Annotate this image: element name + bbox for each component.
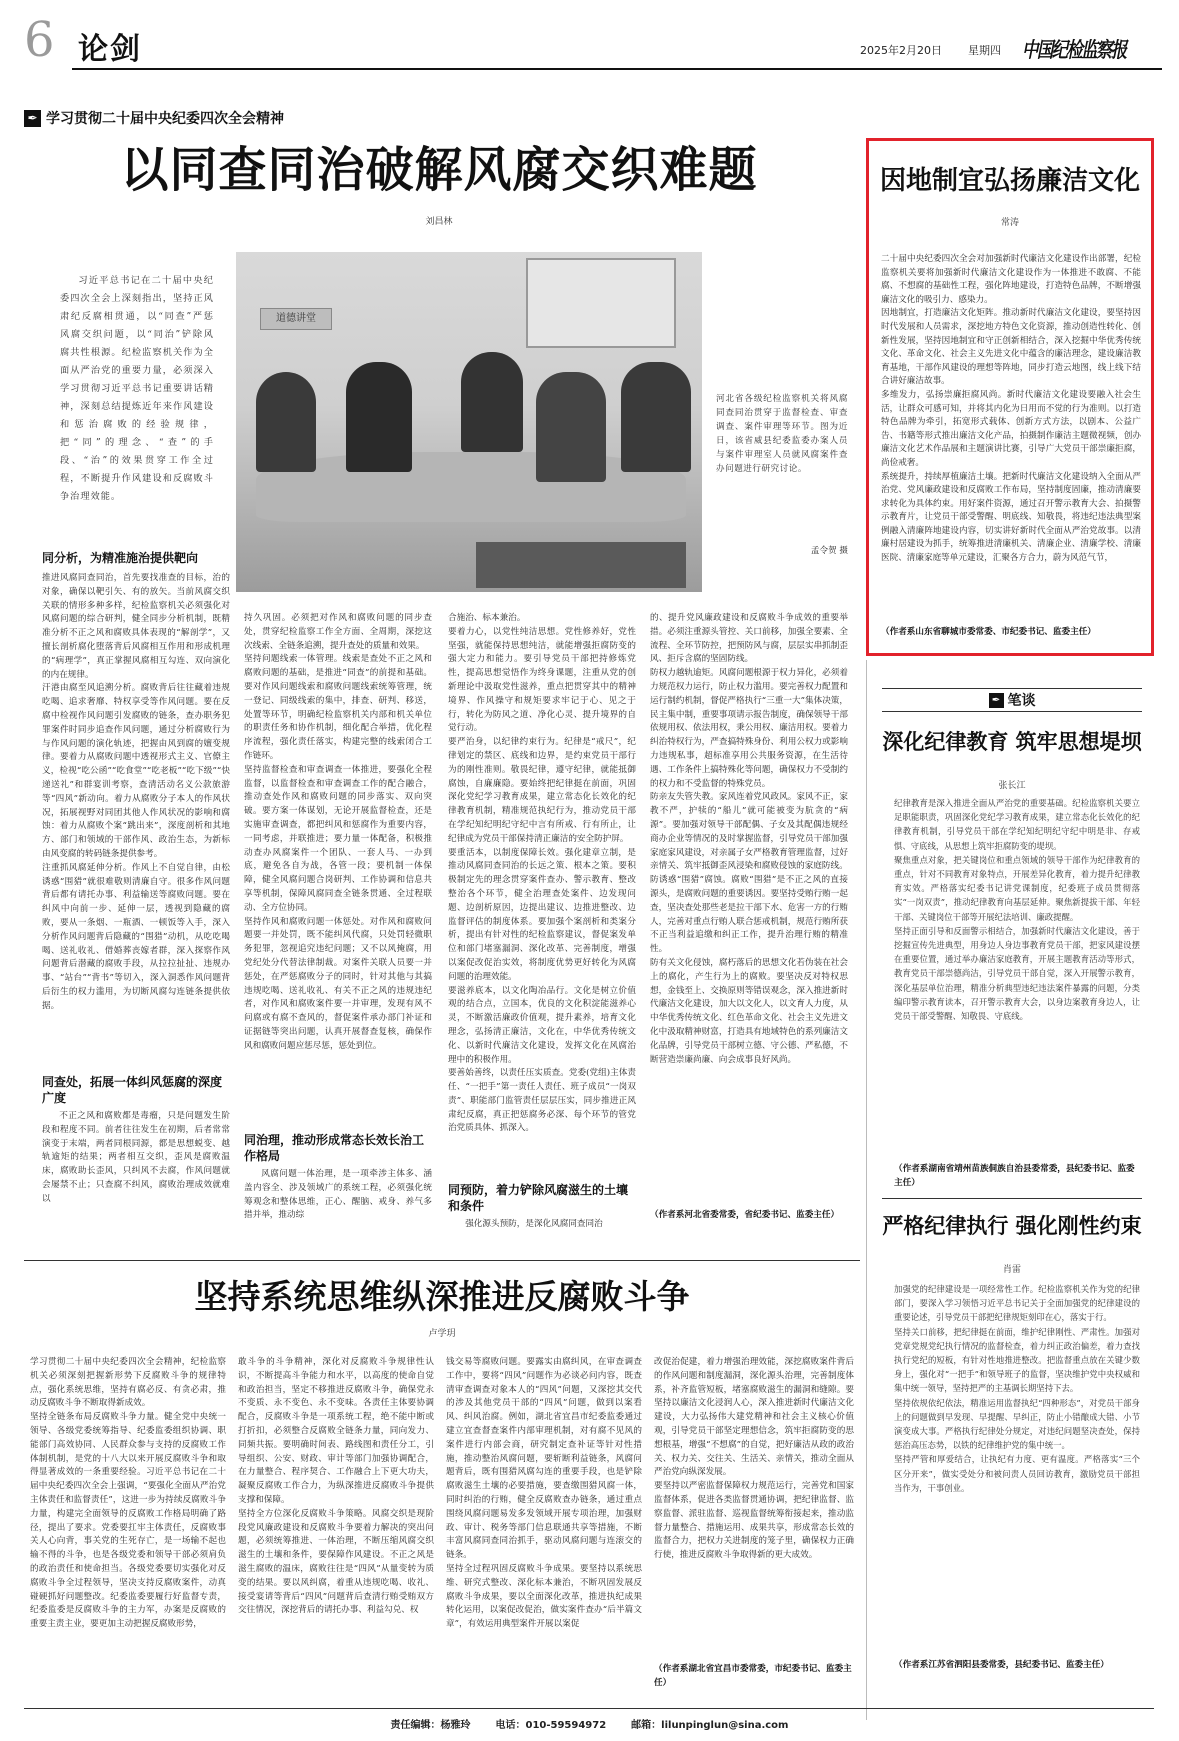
footer-rule	[24, 1708, 1154, 1709]
photo-caption: 河北省各级纪检监察机关将风腐同查同治贯穿于监督检查、审查调查、案件审理等环节。图为近日，该省威县纪委监委办案人员与案件审理室人员就风腐案件查办问题进行研究讨论。	[716, 394, 848, 474]
article3-signature: （作者系江苏省泗阳县委常委，县纪委书记、监委主任）	[894, 1660, 1109, 1670]
bottom-rule	[24, 1260, 860, 1261]
divider	[882, 1198, 1142, 1199]
section-heading: 同预防，着力铲除风腐滋生的土壤和条件	[448, 1183, 629, 1213]
masthead-weekday: 星期四	[968, 44, 1001, 57]
photo-credit: 孟令贺 摄	[810, 546, 848, 556]
bottom-column-4	[654, 1356, 854, 1696]
article2-body: 纪律教育是深入推进全面从严治党的重要基础。纪检监察机关要立足职能职责，巩固深化党纪学习教育成果，建立常态化长效化的纪律教育机制，引导党员干部在学纪知纪明纪守纪中明是非、存戒惧、守底线，从思想上筑牢拒腐防变的堤坝。 聚焦重点对象，把关键岗位和重点领域的领导干部作为纪律教育的重点，针对不同教育对象特点，开展差异化教育，着力提升纪律教育实效。严格落实纪委书记讲党课制度，纪委班子成员贯彻落实“一岗双责”，推动纪律教育向基层延伸。聚焦新提拔干部、年轻干部、关键岗位干部等开展纪法培训、廉政提醒。 坚持正面引导和反面警示相结合，加强新时代廉洁文化建设，善于挖掘宣传先进典型，用身边人身边事教育党员干部，把家风建设摆在重要位置，通过举办廉洁家庭教育，开展主题教育活动等形式，教育党员干部崇德尚洁，引导党员干部自觉，深入开展警示教育，深化基层单位治理，精准分析典型违纪违法案件暴露的问题，分类编印警示教育读本，召开警示教育大会，以身边案教育身边人，让党员干部受警醒、知敬畏、守底线。	[894, 798, 1140, 1022]
page-number: 6	[24, 12, 55, 68]
bottom-column-3: 钱交易等腐败问题。要露实由腐纠风，在审查调查工作中，要将“四风”问题作为必谈必问内容，既查清审查调查对象本人的“四风”问题，又深挖其交代的涉及其他党员干部的“四风”问题，做到以案看风、纠风治腐。例如，湖北省宜昌市纪委监委通过建立宜查督查案件内部审理机制，对有腐不见风的案件进行内部会商，研究制定查补证等针对性措施，推动整治风腐问题，要斩断利益链条，风腐问题背后，既有围猎风腐勾连的重要手段，也是铲除腐败滋生土壤的必要措施，要查缴围猎风腐一体，同时纠治的行贿，健全反腐败查办链条，通过重点围绕风腐问题易发多发领域开展专项治理，加强财政、审计、税务等部门信息联通共享等措施，不断丰富风腐同查同治抓手，驱动风腐问题与连滚交的链条。 坚持全过程巩固反腐败斗争成果。要坚持以系统思维、研究式整改、深化标本兼治，不断巩固发展反腐败斗争成果，要以全面深化改革，推进执纪成果转化运用，以案促改促治，做实案件查办“后半篇文章”，有效运用典型案件开展以案促	[446, 1357, 642, 1630]
column-divider	[866, 660, 867, 1720]
lead-column-2	[244, 612, 432, 1254]
bottom-signature: （作者系湖北省宜昌市委常委，市纪委书记、监委主任）	[654, 1664, 852, 1688]
photo-person	[621, 362, 691, 472]
article2-author: 张长江	[998, 781, 1026, 791]
masthead	[0, 0, 1179, 78]
masthead-date: 2025年2月20日	[860, 44, 942, 57]
lead-col2-text: 持久巩固。必须把对作风和腐败问题的同步查处，贯穿纪检监察工作全方面、全周期，深挖这次线索、全链条追溯，提升查处的质量和效果。 坚持问题线索一体管理。线索是查处不正之风和腐败问题的基础，是推进“同查”的前提和基础。要对作风问题线索和腐败问题线索统筹管理，统一登记、同级线索的集中，排查、研判、移送，处置等环节，明确纪检监察机关内部和机关单位的职责任务和协作机制，细化配合举措，优化程序流程，强化责任落实，构建完整的线索闭合工作链环。 坚持监督检查和审查调查一体推进，要强化全程监督，以监督检查和审查调查工作的配合融合，推动查处作风和腐败问题的同步落实、双向突破。要方案一体谋划，无论开展监督检查，还是实施审查调查，都把纠风和惩腐作为重要内容，一同考虑，并联推进；要力量一体配备，积极推动查办风腐案件一个团队、一套人马、一办到底，避免各自为战，各管一段；要机制一体保障，健全风腐问题合岗研判、工作协调和信息共享等机制，保障风腐同查全链条贯通、全过程联动、全方位协同。 坚持作风和腐败问题一体惩处。对作风和腐败问题要一并处罚，既不能纠风代腐，只处罚轻微职务犯罪，忽视追究违纪问题；又不以风掩腐，用党纪处分代替法律制裁。对案件关联人员要一并惩处，在严惩腐败分子的同时，针对其他与其搞违规吃喝、送礼收礼、有关不正之风的违规违纪者，对作风和腐败案件要一并审理，发现有风不问腐或有腐不查风的，督促案件承办部门补证和证据链等突出问题，认真开展督查复核，确保作风和腐败问题应惩尽惩，惩处到位。	[244, 613, 432, 1051]
lead-column-4	[650, 612, 848, 1254]
featured-author: 常涛	[1000, 218, 1019, 228]
footer-email: 邮箱：lilunpinglun@sina.com	[631, 1720, 789, 1731]
bitan-band: ✒ 笔谈	[882, 688, 1142, 712]
lead-col3-text: 合施治、标本兼治。 要着力心，以党性纯洁思想。党性修养好，党性坚强，就能保持思想纯洁，就能增强拒腐防变的强大定力和能力。要引导党员干部把持修炼党性，提高思想觉悟作为终身课题，注重从党的创新理论中汲取党性滋养，重点把贯穿其中的精神境界、作风操守和规矩要求牢记于心、见之于行，转化为防风之道、净化心灵、提升境界的自觉行动。 要严治身，以纪律约束行为。纪律是“戒尺”，纪律划定的禁区、底线和边界，是约束党员干部行为的刚性准则。敬畏纪律，遵守纪律，就能抵御腐蚀，自廉廉隐。要始终把纪律挺在前面，巩固深化党纪学习教育成果，建立常态化长效化的纪律教育机制，精准规范执纪行为，推动党员干部在学纪知纪明纪守纪中言有所戒、行有所止，让纪律成为党员干部保持清正廉洁的安全防护屏。 要重活本，以制度保障长效。强化建章立制，是推动风腐同查同治的长远之策、根本之策。要积极制定先的理念贯穿案件查办、警示教育、整改整治各个环节，健全治理查处案件、边发现问题、边剖析原因，边提出建议、边推进整改、边监督评估的制度体系。要加强个案剖析和类案分析，提出有针对性的纪检监察建议，督促案发单位和部门堵塞漏洞、深化改革、完善制度，增强以案促改促治实效，将制度优势更好转化为风腐问题的治理效能。 要滋养底本，以文化陶冶品行。文化是树立价值观的结合点，立国本，优良的文化积淀能滋养心灵，不断激活廉政价值观，提升素养，培育文化理念，弘扬清正廉洁，文化在，中华优秀传统文化、以新时代廉洁文化建设，发挥文化在风腐治理中的积极作用。 要善始善终，以责任压实质查。党委(党组)主体责任、“一把手”第一责任人责任、班子成员“一岗双责”、职能部门监管责任层层压实，同步推进正风肃纪反腐，真正把惩腐务必深、每个环节的管党治党质具体、抓深入。	[448, 613, 636, 1134]
article2-title: 深化纪律教育 筑牢思想堤坝	[882, 730, 1142, 754]
photo-person	[256, 372, 316, 472]
lead-col2b-text: 风腐问题一体治理，是一项牵涉主体多、涵盖内容全、涉及领域广的系统工程，必须强化统筹观念和整体思维，正心、醒脑、戒身、养气多措并举，推动综	[244, 1169, 432, 1221]
photo-wall-sign: 道德讲堂	[260, 308, 332, 330]
lead-col3b-text: 强化源头预防，是深化风腐同查同治	[465, 1219, 603, 1229]
lead-title: 以同查同治破解风腐交织难题	[120, 142, 758, 198]
lead-col1-text: 推进风腐同查同治，首先要找准查的目标，治的对象，确保以靶引矢、有的放矢。当前风腐交织关联的情形多种多样，纪检监察机关必须强化对风腐问题的综合研判，健全同步分析机制，既精准分析不正之风和腐败具体表现的“解剖学”，又擅长剖析腐化堕落背后风腐相互作用和形成机理的“病理学”，真正掌握风腐相互勾连、双向演化的内在规律。 汗港由腐至风追溯分析。腐败背后往往藏着违规吃喝、追求奢靡、特权享受等作风问题。要在反腐中检视作风问题引发腐败的链条，查办职务犯罪案件时同步追查作风问题，通过分析腐败行为与作风问题的演化轨迹，把握由风到腐的嬗变规律。要着力从腐败问题中透视形式主义、官僚主义，检视“吃公函”“吃食堂”“吃老板”“吃下级”“快递送礼”和群宴训考察，查清活动名义公款旅游等“四风”新动向。着力从腐败分子本人的作风状况，拓展视野对同团其他人作风状况的影响和腐蚀：着力从腐败个案“跳出来”，深度剖析和其地方、部门和领域的干部作风、政治生态，为新标由风变腐的转码链条提供参考。 注重抓风腐延伸分析。作风上不自觉自律，由松诱惑“围猎”就很难敬则清廉自守。很多作风问题背后都有请托办事、利益输送等腐败问题。要在纠风中向前一步、延伸一层，透视到隐藏的腐败，要从一条烟、一瓶酒、一顿饭等入手，深入分析作风问题背后隐藏的“围猎”动机，从吃吃喝喝、送礼收礼、借婚葬丧嫁者群，深入探察作风问题背后潜藏的腐败手段，从拉拉扯扯、违规办事、“站台”“背书”等切入，深入洞悉作风问题背后衍生的权力滥用，为切断风腐勾连链条提供依据。	[42, 573, 230, 1011]
pen-icon: ✒	[24, 110, 41, 127]
paper-logo: 中国纪检监察报	[1022, 37, 1126, 62]
pen-icon: ✒	[989, 693, 1004, 708]
photo-person	[536, 372, 606, 482]
bottom-author: 卢学玥	[428, 1329, 456, 1339]
lead-signature: （作者系河北省委常委，省纪委书记、监委主任）	[650, 1210, 840, 1220]
featured-title: 因地制宜弘扬廉洁文化	[879, 166, 1140, 196]
section-name: 论剑	[78, 32, 142, 67]
lead-photo	[236, 252, 702, 592]
bottom-column-1: 学习贯彻二十届中央纪委四次全会精神，纪检监察机关必须深刻把握新形势下反腐败斗争的规律特点，强化系统思维，坚持有腐必反、有贪必肃，推动反腐败斗争不断取得新成效。 坚持全链条布局反腐败斗争力量。健全党中央统一领导、各级党委统筹指导、纪委监委组织协调、职能部门高效协同、人民群众参与支持的反腐败工作体制机制，是党的十八大以来开展反腐败斗争和取得显著成效的一条重要经验。习近平总书记在二十届中央纪委四次全会上强调，“要强化全面从严治党主体责任和监督责任”，这进一步为持续反腐败斗争力量，构建完全面领导的反腐败工作格局明确了路径，提出了要求。党委要扛牢主体责任，反腐败事关人心向背，事关党的生死存亡，是一场输不起也输不得的斗争，也是各级党委和领导干部必须肩负的政治责任和使命担当。各级党委要切实强化对反腐败斗争全过程领导，坚决支持反腐败案件，动真碰硬抓好问题整改。纪委监委要履行好监督专责，纪委监委是反腐败斗争的主力军，办案是反腐败的重要主责主业，要更加主动把握反腐败形势，	[30, 1357, 226, 1630]
lead-column-3	[448, 612, 636, 1254]
bottom-column-2: 敢斗争的斗争精神，深化对反腐败斗争规律性认识，不断提高斗争能力和水平，以高度的使命自觉和政治担当，坚定不移推进反腐败斗争，确保党永不变质、永不变色、永不变味。各责任主体要协调配合，反腐败斗争是一项系统工程，绝不能中断或打折扣，必须整合反腐败全链条力量，同向发力、同频共振。要明确时间表、路线图和责任分工，引导组织、公安、财政、审计等部门加强协调配合，在力量整合、程序契合、工作融合上下更大功夫，凝聚反腐败工作合力，为纵深推进反腐败斗争提供支撑和保障。 坚持全方位深化反腐败斗争策略。风腐交织是现阶段党风廉政建设和反腐败斗争要着力解决的突出问题，必须统筹推进、一体治理，不断压缩风腐交织滋生的土壤和条件，要保障作风建设。不正之风是滋生腐败的温床，腐败往往是“四风”从量变转为质变的结果。要以风纠腐，着重从违规吃喝、收礼、接受宴请等背后“四风”问题背后查清行贿受贿双方交往情况，深挖背后的请托办事、利益勾兑、权	[238, 1357, 434, 1616]
footer-editor: 责任编辑：杨雅玲	[390, 1720, 471, 1731]
lead-intro: 习近平总书记在二十届中央纪委四次全会上深刻指出，坚持正风肃纪反腐相贯通，以“同查”严惩风腐交织问题，以“同治”铲除风腐共性根源。纪检监察机关作为全面从严治党的重要力量，必须深入学习贯彻习近平总书记重要讲话精神，深刻总结提炼近年来作风建设和惩治腐败的经验规律，把“同”的理念、“查”的手段、“治”的效果贯穿工作全过程，不断提升作风建设和反腐败斗争治理效能。	[60, 275, 214, 502]
bottom-col4-text: 改促治促建，着力增强治理效能，深挖腐败案件背后的作风问题和制度漏洞，深化源头治理，完善制度体系，补齐监管短板，堵塞腐败滋生的漏洞和缝隙。要坚持以廉洁文化浸润人心，深入推进新时代廉洁文化建设，大力弘扬伟大建党精神和社会主义核心价值观，引导党员干部坚定理想信念，筑牢拒腐防变的思想根基，增强“不想腐”的自觉，把好廉洁从政的政治关、权力关、交往关、生活关、亲情关，推动全面从严治党向纵深发展。 要坚持以严密监督保障权力规范运行，完善党和国家监督体系，促进各类监督贯通协调，把纪律监督、监察监督、派驻监督、巡视监督统筹衔接起来，推动监督力量整合、措施运用、成果共享，形成常态长效的监督合力，把权力关进制度的笼子里，确保权力正确行使，推进反腐败斗争取得新的更大成效。	[654, 1357, 854, 1561]
featured-article-box	[866, 138, 1154, 656]
photo-folders	[476, 542, 686, 588]
section-heading: 同查处，拓展一体纠风惩腐的深度广度	[42, 1075, 223, 1105]
lead-author: 刘昌林	[425, 217, 453, 227]
article2-signature: （作者系湖南省靖州苗族侗族自治县委常委，县纪委书记、监委主任）	[894, 1164, 1135, 1188]
article3-title: 严格纪律执行 强化刚性约束	[882, 1214, 1142, 1238]
section-heading: 同分析，为精准施治提供靶向	[42, 551, 199, 565]
footer-phone: 电话：010-59594972	[495, 1720, 607, 1731]
masthead-rule	[72, 68, 1162, 70]
lead-kicker: ✒ 学习贯彻二十届中央纪委四次全会精神	[24, 108, 284, 128]
photo-person	[461, 352, 523, 452]
lead-col1b-text: 不正之风和腐败都是毒瘤，只是问题发生阶段和程度不同。前者往往发生在初期，后者常常演变于末端，两者同根同源，都是思想蜕变、越轨逾矩的结果；两者相互交织，歪风是腐败温床，腐败助长歪风，只纠风不去腐，作风问题就会屡禁不止；只查腐不纠风，腐败治理成效就难以	[42, 1111, 230, 1204]
footer	[0, 1716, 1179, 1731]
bottom-title: 坚持系统思维纵深推进反腐败斗争	[194, 1277, 690, 1316]
article3-author: 肖雷	[1002, 1265, 1021, 1275]
photo-person	[346, 362, 412, 472]
section-heading: 同治理，推动形成常态长效长治工作格局	[244, 1133, 425, 1163]
featured-body: 二十届中央纪委四次全会对加强新时代廉洁文化建设作出部署，纪检监察机关要将加强新时代廉洁文化建设作为一体推进不敢腐、不能腐、不想腐的基础性工程，强化阵地建设，打造特色品牌，不断增强廉洁文化的吸引力、感染力。 因地制宜，打造廉洁文化矩阵。推动新时代廉洁文化建设，要坚持因时代发展和人员需求，深挖地方特色文化资源，推动创造性转化、创新性发展，坚持因地制宜和守正创新相结合，深入挖掘中华优秀传统文化、革命文化、社会主义先进文化中蕴含的廉洁理念，建设廉洁教育基地，干部作风建设的理想等阵地，同步打造云地图，线上线下结合讲好廉洁故事。 多维发力，弘扬崇廉拒腐风尚。新时代廉洁文化建设要融入社会生活，让群众可感可知，并将其内化为日用而不觉的行为准则。以打造特色品牌为牵引，拓宽形式载体、创新方式方法，以剧本、公益广告、书籍等形式推出廉洁文化产品，拍摄制作廉洁主题微视频，创办廉洁文化艺术作品展和主题演讲比赛，引导广大党员干部崇廉拒腐，尚俭戒奢。 系统提升，持续厚植廉洁土壤。把新时代廉洁文化建设纳入全面从严治党、党风廉政建设和反腐败工作布局，坚持制度固廉，推动清廉要求转化为具体约束。用好案件资源，通过召开警示教育大会、拍摄警示教育片，让党员干部受警醒、明底线、知敬畏，将违纪违法典型案例融入清廉阵地建设内容，切实讲好新时代全面从严治党故事。以清廉村居建设为抓手，统筹推进清廉机关、清廉企业、清廉学校、清廉医院、清廉家庭等单元建设，汇聚各方合力，蔚为风范气节，	[881, 254, 1141, 564]
lead-col4-text: 的、提升党风廉政建设和反腐败斗争成效的重要举措。必须注重源头管控、关口前移，加强全要素、全流程、全环节防控，把预防风与腐，层层实串抓制歪风、拒斥含腐的坚固防线。 防权力越轨逾矩。风腐问题根源于权力异化，必须着力规范权力运行，防止权力滥用。要完善权力配置和运行制约机制，督促严格执行“三重一大”集体决策，民主集中制，重要事项请示报告制度，确保领导干部依规用权、依法用权，秉公用权、廉洁用权。要着力纠治特权行为，严查搞特殊身份、利用公权力或影响力违规私事，超标准享用公共服务资源，在生活待遇、工作条件上搞特殊化等问题，确保权力不受制约的权力和不受监督的特殊党员。 防亲友失管失教。家风连着党风政风。家风不正，家教不严，护犊的“船儿”就可能被变为肮贪的“病源”。要加强对领导干部配偶、子女及其配偶违规经商办企业等情况的及时掌握监督，引导党员干部加强家庭家风建设，对亲属子女严格教育管理监督，过好亲情关、筑牢抵御歪风浸染和腐败侵蚀的家庭防线。 防诱惑“围猎”腐蚀。腐败“围猎”是不正之风的直接源头，是腐败问题的重要诱因。要坚持受贿行贿一起查，坚决查处那些老是拉干部下水、危害一方的行贿人，完善对重点行贿人联合惩戒机制，规范行贿所获不正当利益追缴和纠正工作，提升治理行贿的精准性。 防有关文化侵蚀，腐朽落后的思想文化若伪装在社会上的腐化，产生行为上的腐败。要坚决反对特权思想，金钱至上、交换原则等错误观念，深入推进新时代廉洁文化建设，加大以文化人，以文育人力度，从中华优秀传统文化、红色革命文化、社会主义先进文化中汲取精神财富，打造具有地域特色的系列廉洁文化品牌，引导党员干部树立德、守公德、严私德，不断营造崇廉尚廉、向会成事良好风尚。	[650, 613, 848, 1065]
article3-body: 加强党的纪律建设是一项经常性工作。纪检监察机关作为党的纪律部门，要深入学习领悟习近平总书记关于全面加强党的纪律建设的重要论述，引导党员干部把纪律规矩刻印在心，落实于行。 坚持关口前移，把纪律挺在前面，维护纪律刚性、严肃性。加强对党章党规党纪执行情况的监督检查，着力纠正政治偏差，着力查找执行党纪的短板，有针对性地推进整改。把监督重点放在关键少数身上，强化对“一把手”和领导班子的监督，坚决维护党中央权威和集中统一领导，坚持把严的主基调长期坚持下去。 坚持依规依纪依法，精准运用监督执纪“四种形态”，对党员干部身上的问题做到早发现、早提醒、早纠正，防止小错酿成大错、小节演变成大事。严格执行纪律处分规定，对违纪问题坚决查处，保持惩治高压态势，以铁的纪律维护党的集中统一。 坚持严管和厚爱结合，让执纪有力度、更有温度。严格落实“三个区分开来”，做实受处分和被问责人员回访教育，激励党员干部担当作为，干事创业。	[894, 1284, 1140, 1493]
lead-column-1	[42, 548, 230, 1254]
featured-signature: （作者系山东省聊城市委常委、市纪委书记、监委主任）	[881, 627, 1096, 637]
photo-window	[526, 258, 676, 348]
